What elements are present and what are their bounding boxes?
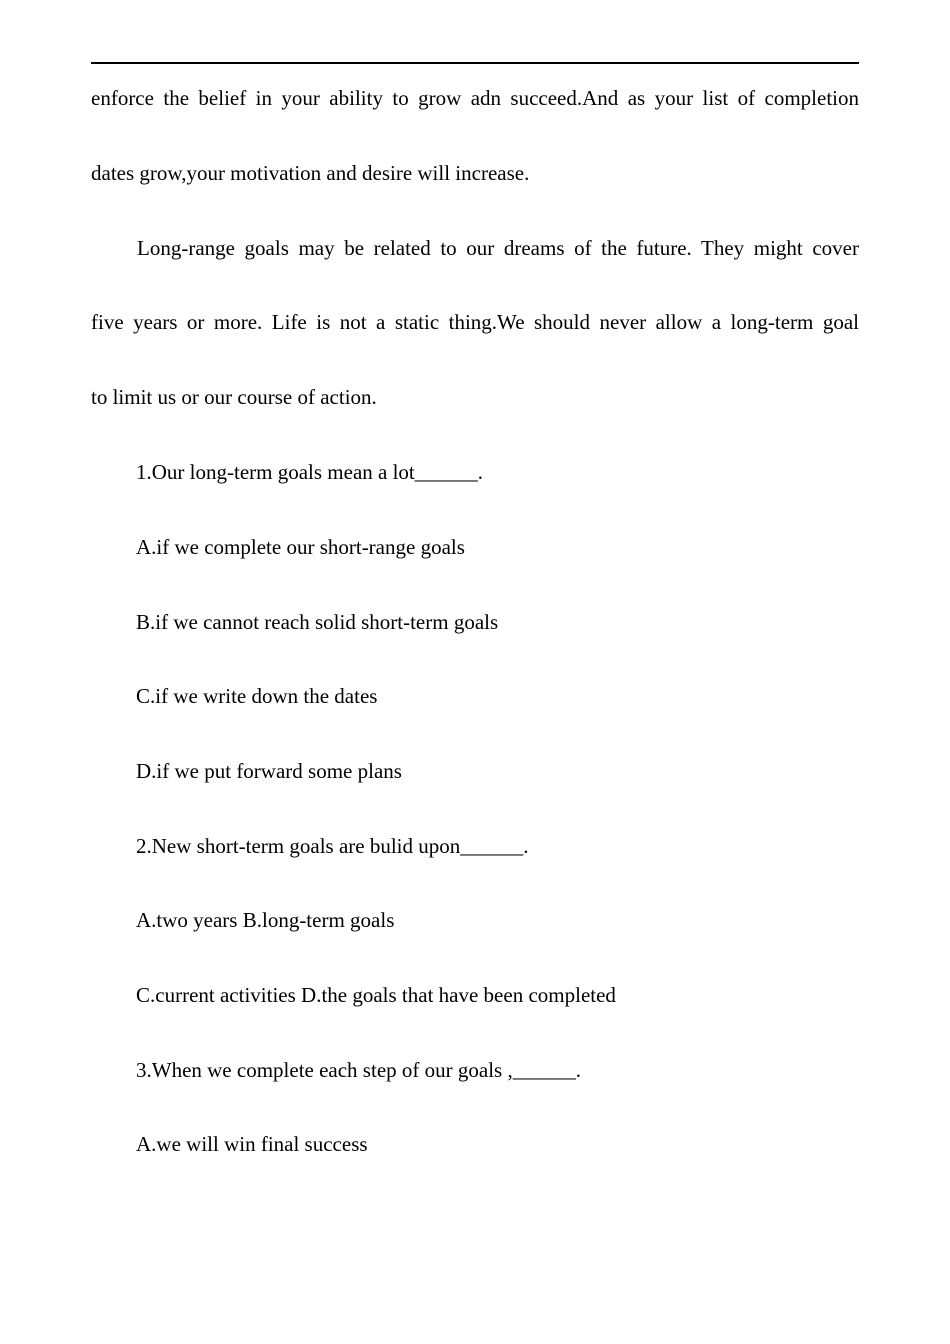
question-2-stem: 2.New short-term goals are bulid upon______. xyxy=(136,834,529,858)
question-1-option-c: C.if we write down the dates xyxy=(136,684,378,708)
question-3-stem: 3.When we complete each step of our goals ,______. xyxy=(136,1058,581,1082)
question-1-option-a: A.if we complete our short-range goals xyxy=(136,535,465,559)
question-1-option-b: B.if we cannot reach solid short-term goals xyxy=(136,610,499,634)
question-1-stem: 1.Our long-term goals mean a lot______. xyxy=(136,460,484,484)
passage-line: dates grow,your motivation and desire will increase. xyxy=(91,161,530,185)
passage-line: five years or more. Life is not a static thing.We should never allow a long-term goal xyxy=(91,310,859,334)
question-3-option-a: A.we will win final success xyxy=(136,1132,368,1156)
passage-line: enforce the belief in your ability to grow adn succeed.And as your list of completion xyxy=(91,86,859,110)
question-2-options-ab: A.two years B.long-term goals xyxy=(136,908,395,932)
header-rule xyxy=(91,62,859,64)
passage-line: to limit us or our course of action. xyxy=(91,385,377,409)
question-1-option-d: D.if we put forward some plans xyxy=(136,759,402,783)
question-2-options-cd: C.current activities D.the goals that have been completed xyxy=(136,983,616,1007)
passage-line: Long-range goals may be related to our dreams of the future. They might cover xyxy=(137,236,859,260)
